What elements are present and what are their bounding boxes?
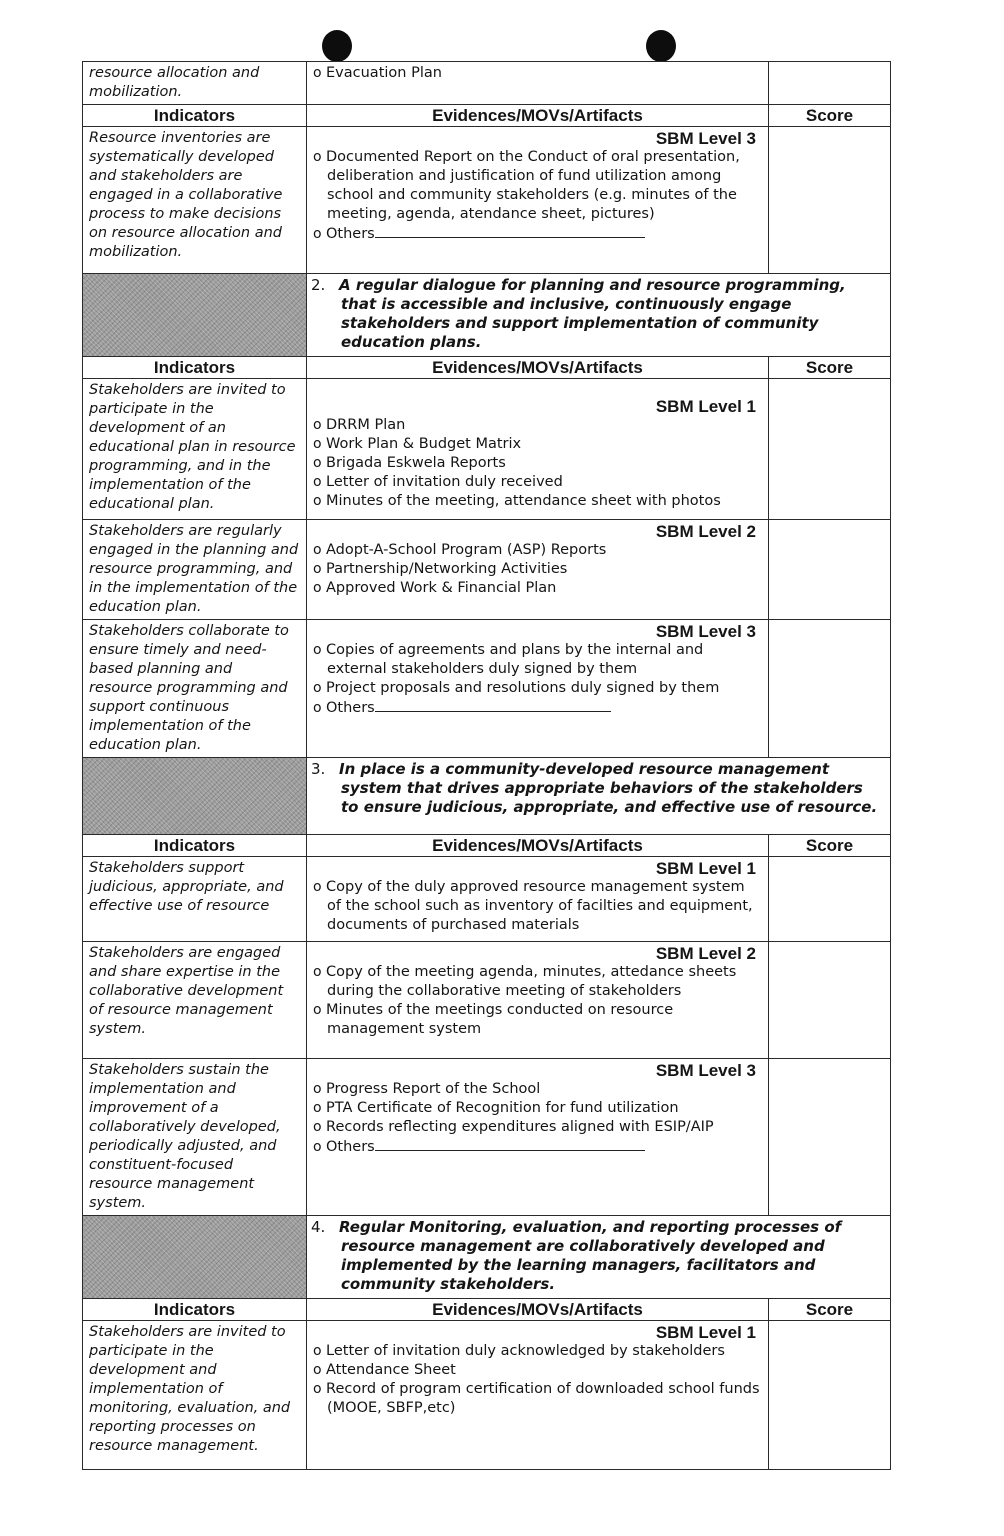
header-row: [83, 835, 891, 857]
evidence-item: o Copy of the meeting agenda, minutes, attedance sheets during the collaborative meeting of stakeholders: [313, 963, 762, 1001]
evidence-item: o Work Plan & Budget Matrix: [313, 435, 762, 454]
evidence-item: o Letter of invitation duly acknowledged by stakeholders: [313, 1342, 762, 1361]
section-heading: 2. A regular dialogue for planning and resource programming, that is accessible and inclusive, continuously engage stakeholders and support implementation of community education plans.: [307, 274, 891, 357]
score-header: Score: [769, 835, 891, 857]
section-heading: 4. Regular Monitoring, evaluation, and reporting processes of resource management are collaboratively developed and implemented by the learning managers, facilitators and community stakeholders.: [307, 1216, 891, 1299]
evidence-item: o Evacuation Plan: [313, 64, 762, 83]
blank-line[interactable]: [375, 698, 611, 712]
indicators-header: Indicators: [83, 1299, 307, 1321]
evidence-cell: [307, 857, 769, 942]
sbm-assessment-table: [82, 61, 890, 1470]
shaded-cell: [83, 1216, 307, 1299]
header-row: [83, 105, 891, 127]
punch-hole: [322, 30, 352, 62]
evidence-item: o Copies of agreements and plans by the internal and external stakeholders duly signed by them: [313, 641, 762, 679]
indicator-cell: Stakeholders are invited to participate in the development of an educational plan in resource programming, and in the implementation of the educational plan.: [83, 379, 307, 520]
blank-line[interactable]: [375, 224, 645, 238]
score-cell[interactable]: [769, 379, 891, 520]
evidence-item: o Others: [313, 1137, 762, 1157]
evidence-item: o Progress Report of the School: [313, 1080, 762, 1099]
indicators-header: Indicators: [83, 835, 307, 857]
blank-line[interactable]: [375, 1137, 645, 1151]
section-row: [83, 758, 891, 835]
evidence-item: o Minutes of the meetings conducted on resource management system: [313, 1001, 762, 1039]
indicator-cell: Stakeholders collaborate to ensure timely and need- based planning and resource programming and support continuous implementation of the education plan.: [83, 620, 307, 758]
evidence-cell: [307, 520, 769, 620]
indicator-cell: resource allocation and mobilization.: [83, 62, 307, 105]
evidence-item: o Attendance Sheet: [313, 1361, 762, 1380]
evidences-header: Evidences/MOVs/Artifacts: [307, 357, 769, 379]
shaded-cell: [83, 758, 307, 835]
evidence-item: o Others: [313, 224, 762, 244]
evidence-item: o Records reflecting expenditures aligned with ESIP/AIP: [313, 1118, 762, 1137]
level-label: SBM Level 2: [655, 944, 756, 963]
indicator-cell: Stakeholders are regularly engaged in the planning and resource programming, and in the implementation of the education plan.: [83, 520, 307, 620]
header-row: [83, 357, 891, 379]
table-row: [83, 1059, 891, 1216]
section-heading: 3. In place is a community-developed resource management system that drives appropriate behaviors of the stakeholders to ensure judicious, appropriate, and effective use of resource.: [307, 758, 891, 835]
indicators-header: Indicators: [83, 357, 307, 379]
evidence-item: o Partnership/Networking Activities: [313, 560, 762, 579]
shaded-cell: [83, 274, 307, 357]
table-row: [83, 127, 891, 274]
evidence-cell: [307, 1321, 769, 1470]
evidence-item: o Approved Work & Financial Plan: [313, 579, 762, 598]
evidence-cell: [307, 942, 769, 1059]
indicator-cell: Stakeholders are invited to participate in the development and implementation of monitoring, evaluation, and reporting processes on resource management.: [83, 1321, 307, 1470]
score-header: Score: [769, 357, 891, 379]
evidence-item: o Others: [313, 698, 762, 718]
evidence-item: o Copy of the duly approved resource management system of the school such as inventory of facilties and equipment, documents of purchased materials: [313, 878, 762, 935]
table-row: [83, 857, 891, 942]
indicators-header: Indicators: [83, 105, 307, 127]
evidences-header: Evidences/MOVs/Artifacts: [307, 835, 769, 857]
indicator-cell: Resource inventories are systematically developed and stakeholders are engaged in a collaborative process to make decisions on resource allocation and mobilization.: [83, 127, 307, 274]
section-row: [83, 274, 891, 357]
evidence-item: o Brigada Eskwela Reports: [313, 454, 762, 473]
score-cell[interactable]: [769, 520, 891, 620]
evidences-header: Evidences/MOVs/Artifacts: [307, 1299, 769, 1321]
evidence-cell: [307, 620, 769, 758]
indicator-cell: Stakeholders are engaged and share expertise in the collaborative development of resource management system.: [83, 942, 307, 1059]
level-label: SBM Level 1: [655, 1323, 756, 1342]
evidence-cell: [307, 127, 769, 274]
section-row: [83, 1216, 891, 1299]
score-cell[interactable]: [769, 857, 891, 942]
level-label: SBM Level 3: [655, 622, 756, 641]
table-row: [83, 379, 891, 520]
indicator-cell: Stakeholders support judicious, appropriate, and effective use of resource: [83, 857, 307, 942]
score-header: Score: [769, 1299, 891, 1321]
level-label: SBM Level 1: [655, 397, 756, 416]
table-row: [83, 520, 891, 620]
evidence-item: o Letter of invitation duly received: [313, 473, 762, 492]
score-cell[interactable]: [769, 1321, 891, 1470]
level-label: SBM Level 1: [655, 859, 756, 878]
table-row: [83, 942, 891, 1059]
level-label: SBM Level 2: [655, 522, 756, 541]
score-cell[interactable]: [769, 620, 891, 758]
score-cell[interactable]: [769, 127, 891, 274]
header-row: [83, 1299, 891, 1321]
evidences-header: Evidences/MOVs/Artifacts: [307, 105, 769, 127]
evidence-item: o Record of program certification of downloaded school funds (MOOE, SBFP,etc): [313, 1380, 762, 1418]
evidence-item: o Minutes of the meeting, attendance sheet with photos: [313, 492, 762, 511]
level-label: SBM Level 3: [655, 1061, 756, 1080]
level-label: SBM Level 3: [655, 129, 756, 148]
evidence-cell: [307, 379, 769, 520]
score-cell[interactable]: [769, 942, 891, 1059]
punch-hole: [646, 30, 676, 62]
evidence-cell: [307, 1059, 769, 1216]
evidence-item: o Project proposals and resolutions duly signed by them: [313, 679, 762, 698]
evidence-item: o Documented Report on the Conduct of oral presentation, deliberation and justification of fund utilization among school and community stakeholders (e.g. minutes of the meeting, agenda, atendance sheet, pictures): [313, 148, 762, 224]
score-cell[interactable]: [769, 1059, 891, 1216]
table-row: [83, 62, 891, 105]
table-row: [83, 1321, 891, 1470]
evidence-item: o Adopt-A-School Program (ASP) Reports: [313, 541, 762, 560]
score-cell[interactable]: [769, 62, 891, 105]
evidence-item: o PTA Certificate of Recognition for fund utilization: [313, 1099, 762, 1118]
table-row: [83, 620, 891, 758]
indicator-cell: Stakeholders sustain the implementation and improvement of a collaboratively developed, periodically adjusted, and constituent-focused resource management system.: [83, 1059, 307, 1216]
evidence-item: o DRRM Plan: [313, 416, 762, 435]
score-header: Score: [769, 105, 891, 127]
evidence-cell: [307, 62, 769, 105]
